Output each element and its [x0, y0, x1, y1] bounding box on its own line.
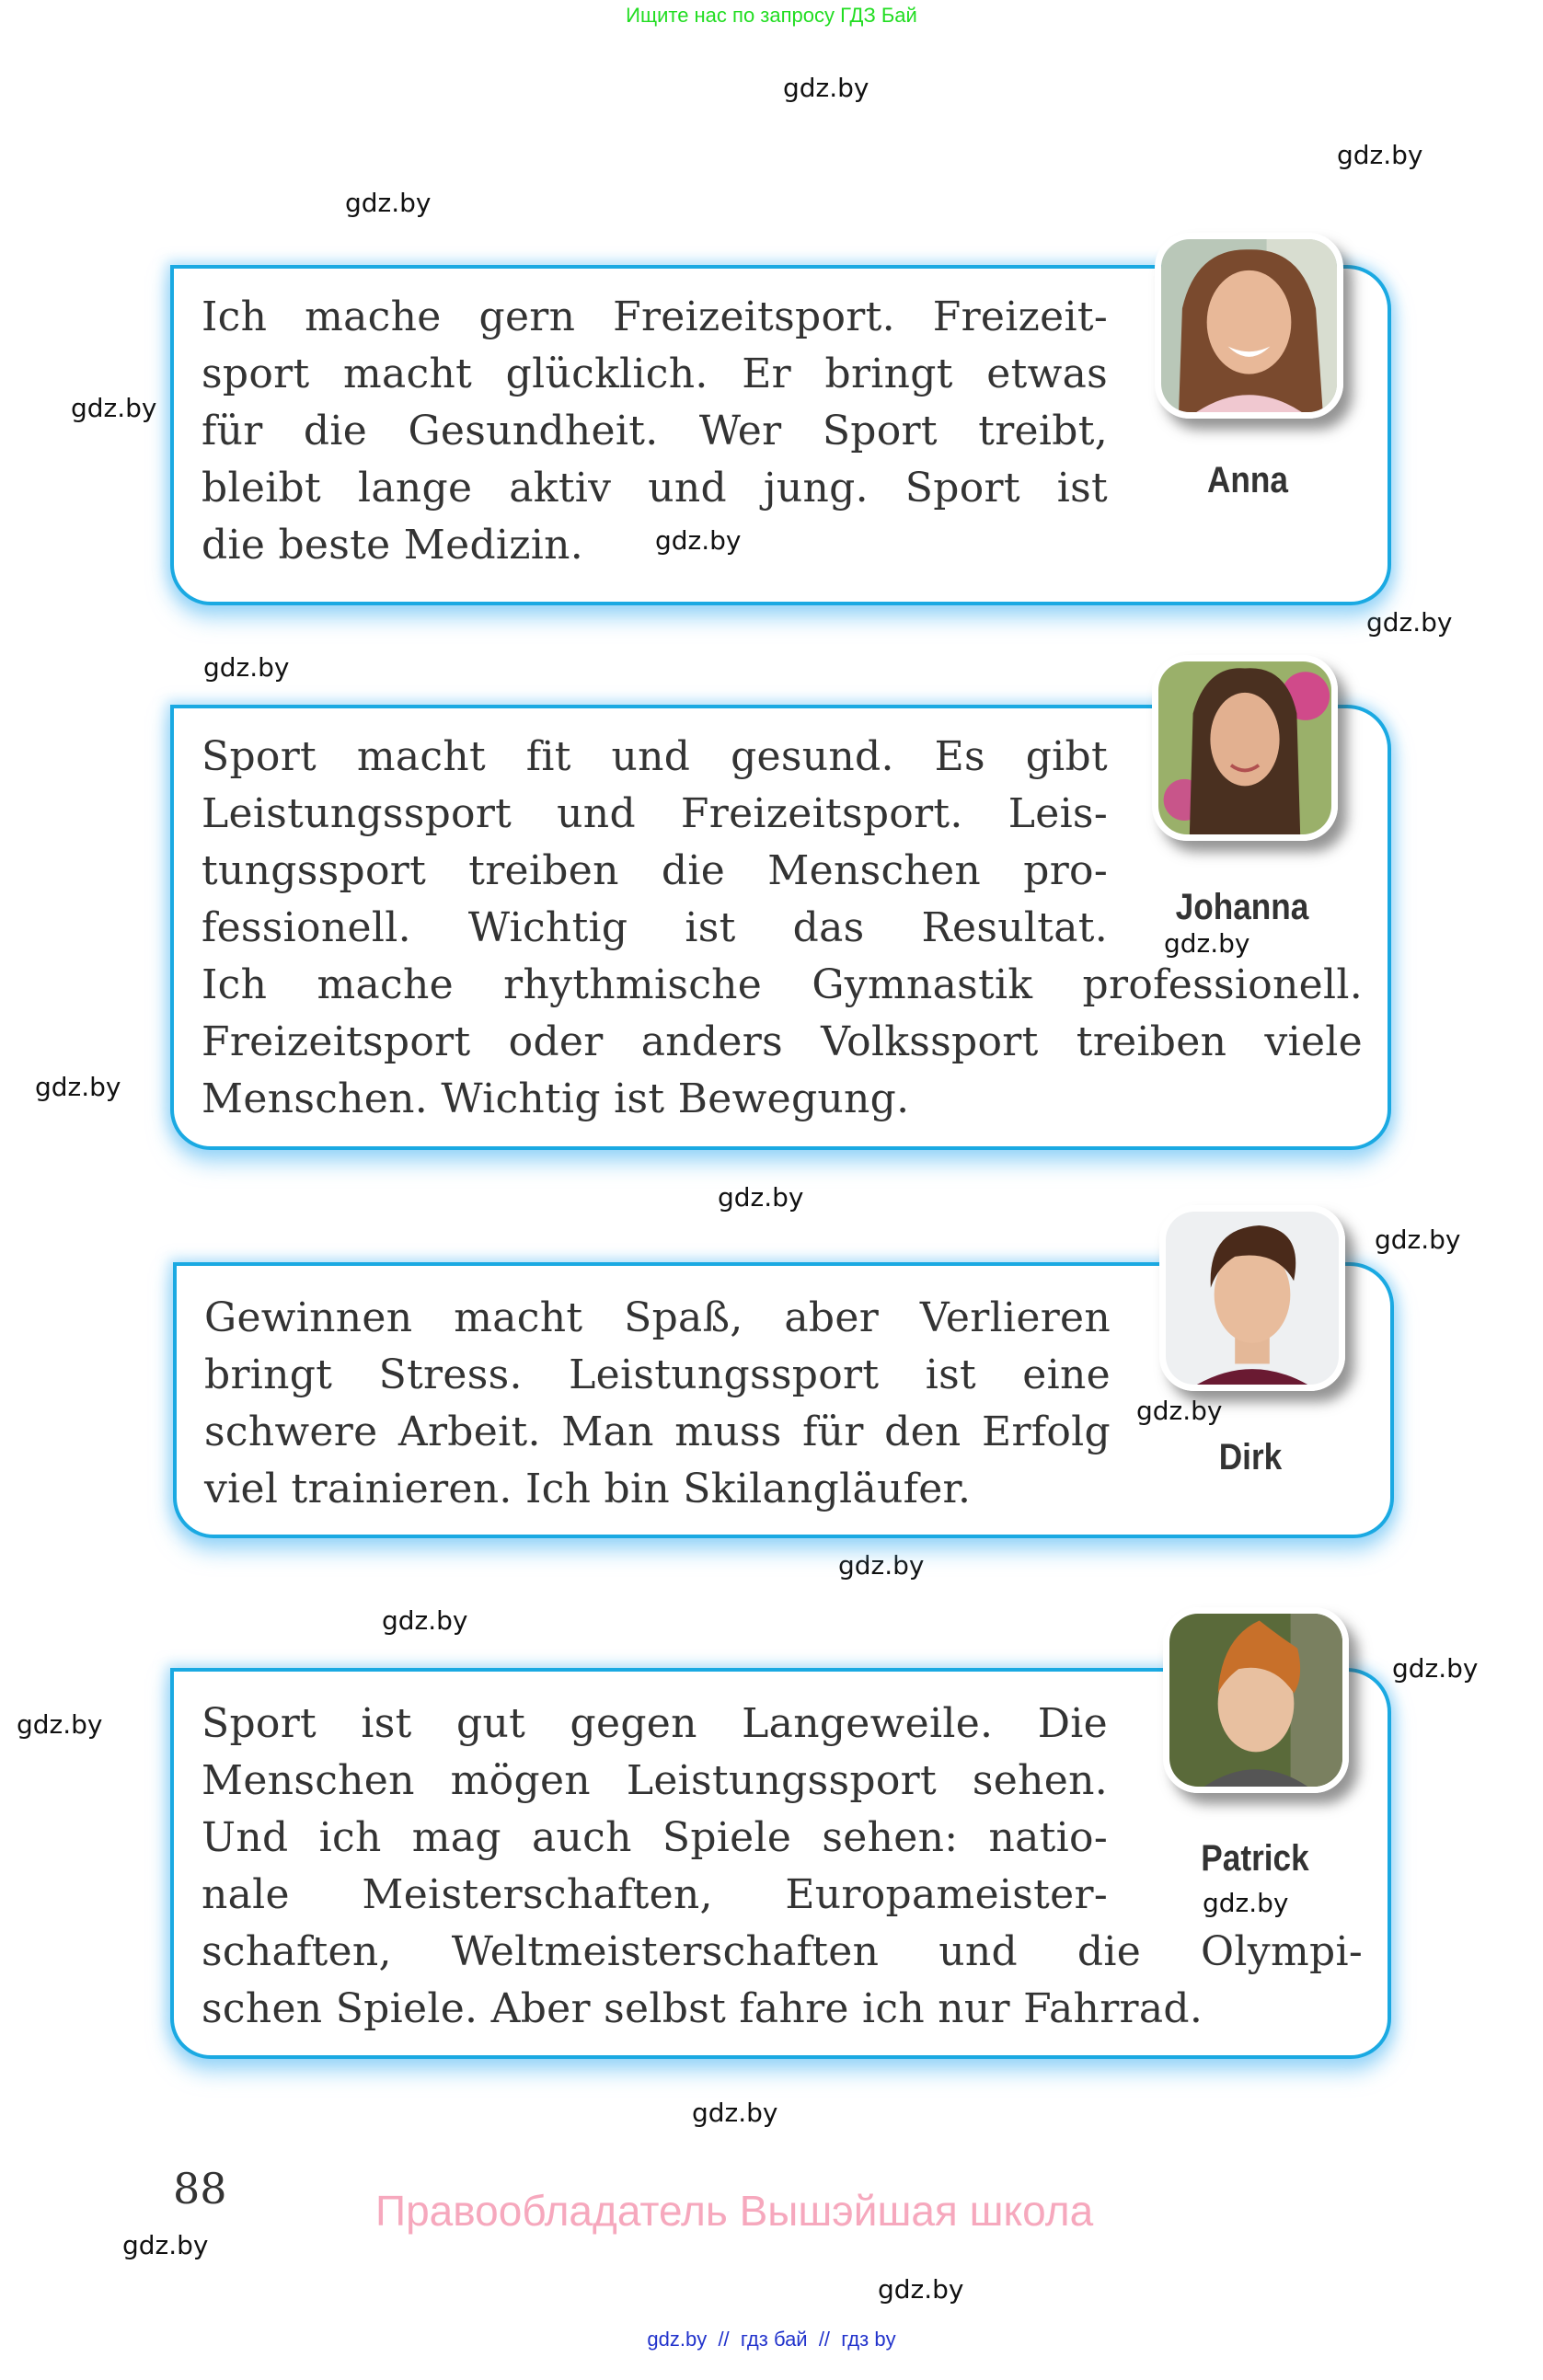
text-line: bleibt lange aktiv und jung. Sport ist — [202, 465, 1108, 512]
watermark: gdz.by — [655, 525, 742, 556]
portrait-girl-dark-hair-icon — [1158, 661, 1331, 834]
watermark: gdz.by — [878, 2274, 964, 2305]
text-line: Gewinnen macht Spaß, aber Verlieren — [204, 1294, 1111, 1341]
text-line: Freizeitsport oder anders Volkssport treiben viele — [202, 1018, 1363, 1065]
watermark: gdz.by — [35, 1072, 121, 1102]
text-line: für die Gesundheit. Wer Sport treibt, — [202, 408, 1108, 454]
portrait-boy-red-hair-icon — [1169, 1614, 1342, 1787]
text-line: sport macht glücklich. Er bringt etwas — [202, 351, 1108, 397]
text-line: Ich mache rhythmische Gymnastik professionell. — [202, 961, 1363, 1008]
watermark: gdz.by — [1164, 928, 1250, 959]
portrait-girl-smiling-icon — [1161, 239, 1337, 412]
text-line: schwere Arbeit. Man muss für den Erfolg — [204, 1408, 1111, 1455]
avatar-patrick — [1163, 1607, 1349, 1793]
speaker-name: Anna — [1207, 460, 1288, 500]
watermark: gdz.by — [17, 1709, 103, 1740]
avatar-dirk — [1159, 1205, 1345, 1391]
text-line: Ich mache gern Freizeitsport. Freizeit- — [202, 293, 1108, 340]
watermark: gdz.by — [1203, 1888, 1289, 1918]
card-text — [202, 1696, 1108, 1924]
watermark: gdz.by — [71, 393, 157, 423]
watermark: gdz.by — [1366, 607, 1453, 638]
text-line: viel trainieren. Ich bin Skilangläufer. — [204, 1466, 972, 1512]
card-text-wide — [202, 957, 1363, 1128]
card-text-wide — [202, 1924, 1363, 2038]
watermark: gdz.by — [1392, 1653, 1479, 1684]
avatar-johanna — [1152, 655, 1338, 841]
watermark: gdz.by — [1136, 1396, 1223, 1426]
text-line: nale Meisterschaften, Europameister- — [202, 1871, 1108, 1918]
card-text — [204, 1290, 1111, 1518]
copyright-notice: Правообладатель Вышэйшая школа — [375, 2187, 1094, 2235]
watermark: gdz.by — [122, 2230, 209, 2260]
watermark: gdz.by — [1337, 140, 1423, 170]
text-line: Leistungssport und Freizeitsport. Leis- — [202, 790, 1108, 837]
text-line: Menschen mögen Leistungssport sehen. — [202, 1757, 1108, 1804]
text-line: bringt Stress. Leistungssport ist eine — [204, 1351, 1111, 1398]
text-line: schaften, Weltmeisterschaften und die Olympi- — [202, 1928, 1363, 1975]
watermark: gdz.by — [783, 73, 869, 103]
text-line: schen Spiele. Aber selbst fahre ich nur Fahrrad. — [202, 1985, 1203, 2032]
search-banner: Ищите нас по запросу ГДЗ Бай — [626, 4, 917, 27]
page-number: 88 — [173, 2164, 227, 2213]
text-line: die beste Medizin. — [202, 522, 584, 569]
text-line: tungssport treiben die Menschen pro- — [202, 847, 1108, 894]
watermark: gdz.by — [1375, 1224, 1461, 1255]
text-line: fessionell. Wichtig ist das Resultat. — [202, 904, 1108, 951]
watermark: gdz.by — [203, 652, 290, 683]
watermark: gdz.by — [718, 1182, 804, 1213]
portrait-boy-brown-hair-icon — [1166, 1212, 1339, 1385]
watermark: gdz.by — [692, 2098, 778, 2128]
footer-links[interactable]: gdz.by // гдз бай // гдз by — [647, 2328, 896, 2351]
text-line: Und ich mag auch Spiele sehen: natio- — [202, 1814, 1108, 1861]
watermark: gdz.by — [345, 188, 432, 218]
text-line: Sport macht fit und gesund. Es gibt — [202, 733, 1108, 780]
speaker-name: Patrick — [1201, 1838, 1309, 1879]
avatar-anna — [1155, 233, 1343, 419]
speaker-name: Johanna — [1175, 887, 1309, 927]
watermark: gdz.by — [838, 1550, 925, 1581]
card-text — [202, 729, 1108, 957]
speaker-name: Dirk — [1218, 1437, 1283, 1477]
text-line: Sport ist gut gegen Langeweile. Die — [202, 1700, 1108, 1747]
text-line: Menschen. Wichtig ist Bewegung. — [202, 1075, 910, 1122]
watermark: gdz.by — [382, 1605, 468, 1636]
